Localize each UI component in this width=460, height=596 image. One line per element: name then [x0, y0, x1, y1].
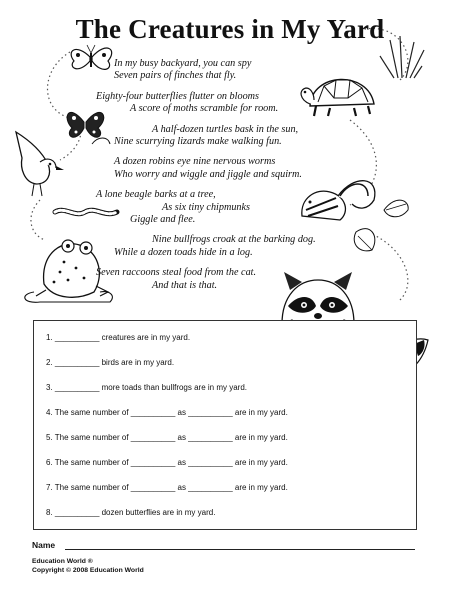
poem-line: Eighty-four butterflies flutter on blooms [96, 90, 259, 102]
footer-copyright: Copyright © 2008 Education World [32, 567, 144, 574]
poem-line: Seven pairs of finches that fly. [114, 70, 237, 82]
bird-icon [16, 132, 64, 196]
question-5[interactable]: 5. The same number of __________ as __________ are in my yard. [46, 433, 288, 442]
footer [32, 557, 144, 575]
page-title: The Creatures in My Yard [75, 14, 385, 44]
poem-line: While a dozen toads hide in a log. [114, 246, 253, 258]
poem-line: As six tiny chipmunks [162, 201, 250, 213]
question-7[interactable]: 7. The same number of __________ as __________ are in my yard. [46, 483, 288, 492]
poem-line: Nine bullfrogs croak at the barking dog. [152, 234, 316, 246]
poem-line: Giggle and flee. [130, 214, 196, 226]
question-6[interactable]: 6. The same number of __________ as __________ are in my yard. [46, 458, 288, 467]
poem-line: A dozen robins eye nine nervous worms [114, 156, 276, 168]
poem-line: And that is that. [152, 279, 218, 291]
question-4[interactable]: 4. The same number of __________ as __________ are in my yard. [46, 408, 288, 417]
questions-box [33, 320, 417, 530]
poem [96, 58, 356, 292]
name-label: Name [32, 540, 56, 550]
question-2[interactable]: 2. __________ birds are in my yard. [46, 358, 175, 367]
question-1[interactable]: 1. __________ creatures are in my yard. [46, 333, 191, 342]
poem-line: Seven raccoons steal food from the cat. [96, 267, 257, 279]
poem-line: A lone beagle barks at a tree, [96, 189, 216, 201]
poem-line: A score of moths scramble for room. [130, 103, 279, 115]
poem-line: Nine scurrying lizards make walking fun. [114, 136, 282, 148]
footer-brand: Education World ® [32, 558, 93, 565]
question-3[interactable]: 3. __________ more toads than bullfrogs are in my yard. [46, 383, 248, 392]
poem-line: A half-dozen turtles bask in the sun, [152, 123, 299, 135]
poem-line: In my busy backyard, you can spy [114, 58, 252, 69]
poem-line: Who worry and wiggle and jiggle and squirm. [114, 168, 302, 180]
name-input-line[interactable] [65, 549, 415, 550]
question-8[interactable]: 8. __________ dozen butterflies are in my yard. [46, 508, 216, 517]
